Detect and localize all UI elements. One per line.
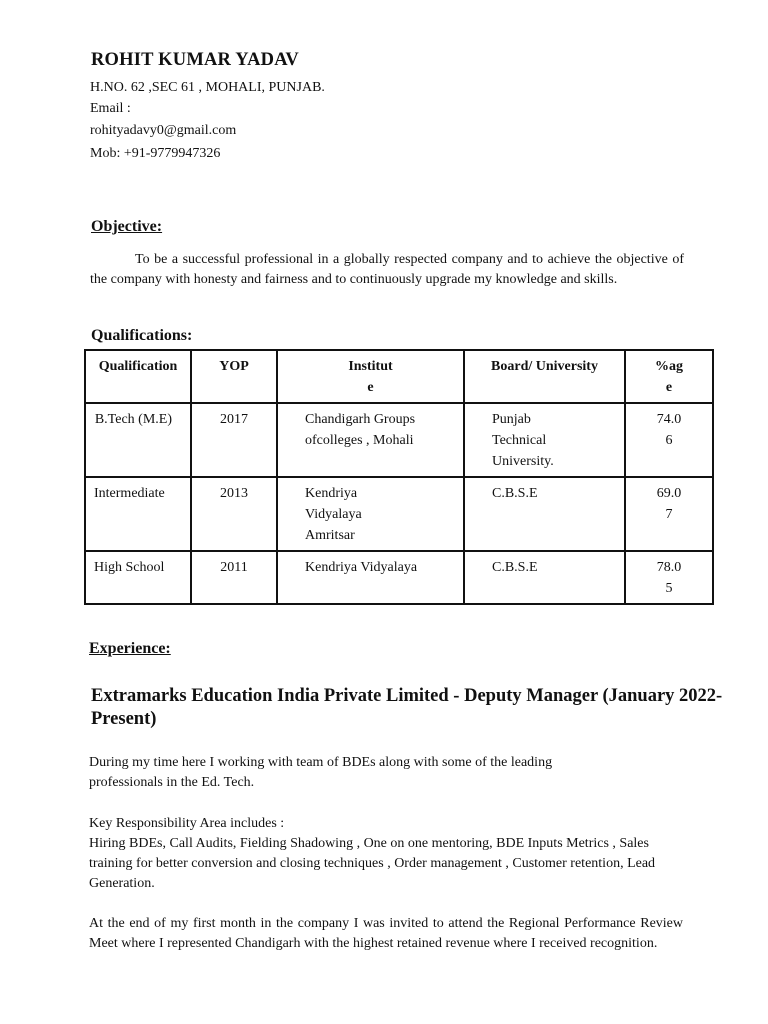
cell-yop: 2017 [191,403,277,477]
qualifications-heading: Qualifications: [91,327,193,344]
cell-institute: Chandigarh Groups ofcolleges , Mohali [277,403,464,477]
table-row [85,403,713,477]
cell-qualification: B.Tech (M.E) [85,403,191,477]
column-header-yop: YOP [191,350,277,403]
cell-qualification: Intermediate [85,477,191,551]
kra-label: Key Responsibility Area includes : [89,816,285,831]
table-header-row [85,350,713,403]
email-label: Email : [90,101,131,116]
experience-heading: Experience: [89,640,171,657]
qualifications-table [84,349,714,605]
table-row [85,551,713,604]
mobile-number: Mob: +91-9779947326 [90,146,221,161]
cell-yop: 2011 [191,551,277,604]
cell-institute: Kendriya Vidyalaya Amritsar [277,477,464,551]
cell-percentage: 78.05 [625,551,713,604]
table-row [85,477,713,551]
experience-intro: During my time here I working with team of BDEs along with some of the leading professionals in the Ed. Tech. [89,755,553,790]
cell-percentage: 69.07 [625,477,713,551]
cell-yop: 2013 [191,477,277,551]
cell-board: C.B.S.E [464,551,625,604]
kra-text: Hiring BDEs, Call Audits, Fielding Shadowing , One on one mentoring, BDE Inputs Metrics , Sales training for better conversion and closing techniques , Order management , Customer retention, Lead Generation. [89,836,656,891]
achievement-text: At the end of my first month in the company I was invited to attend the Regional Performance Review Meet where I represented Chandigarh with the highest retained revenue where I received recognition. [89,916,683,951]
objective-text: To be a successful professional in a globally respected company and to achieve the objective of the company with honesty and fairness and to continuously upgrade my knowledge and skills. [90,252,684,287]
cell-percentage: 74.06 [625,403,713,477]
cell-board: Punjab Technical University. [464,403,625,477]
column-header-qualification: Qualification [85,350,191,403]
column-header-institute: Institute [277,350,464,403]
email-address: rohityadavy0@gmail.com [90,123,237,138]
column-header-board: Board/ University [464,350,625,403]
cell-qualification: High School [85,551,191,604]
cell-board: C.B.S.E [464,477,625,551]
address: H.NO. 62 ,SEC 61 , MOHALI, PUNJAB. [90,80,325,95]
company-title: Extramarks Education India Private Limited - Deputy Manager (January 2022- Present) [91,686,723,729]
cell-institute: Kendriya Vidyalaya [277,551,464,604]
column-header-percentage: %age [625,350,713,403]
candidate-name: ROHIT KUMAR YADAV [91,50,299,70]
objective-heading: Objective: [91,218,163,235]
